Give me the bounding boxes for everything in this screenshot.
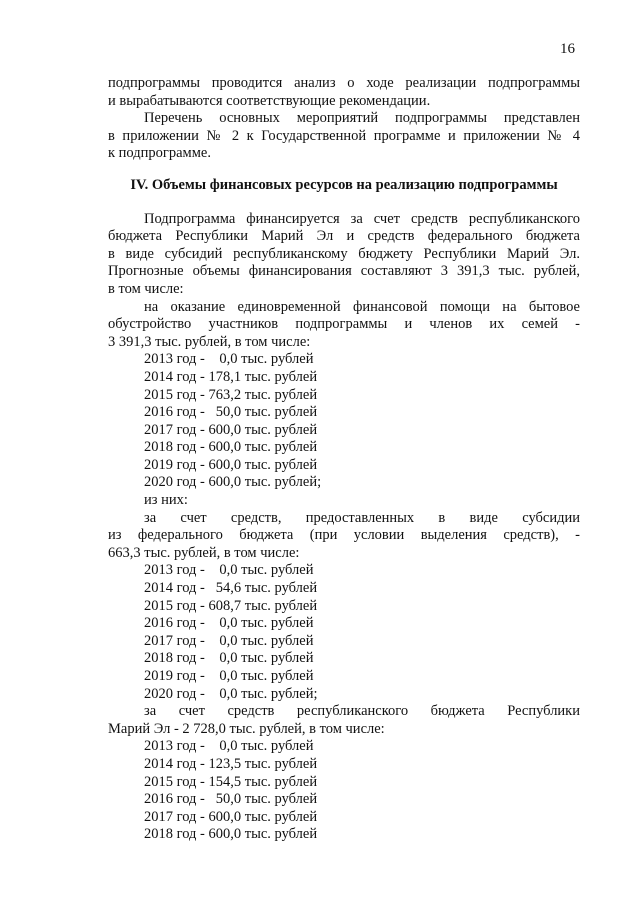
list-item: 2015 год - 763,2 тыс. рублей [144,386,318,403]
list-item: 2016 год - 50,0 тыс. рублей [144,791,318,808]
paragraph-intro [108,211,580,299]
section-heading: IV. Объемы финансовых ресурсов на реализацию подпрограммы [130,176,558,193]
year-list [108,351,580,492]
text-line: в виде субсидий республиканскому бюджету Республики Марий Эл. [108,245,580,262]
text-line: в том числе: [108,280,184,297]
document-body [108,75,580,844]
paragraph-measures [108,110,580,163]
text-line: на оказание единовременной финансовой помощи на бытовое [144,298,580,315]
list-item: 2020 год - 0,0 тыс. рублей; [144,685,318,702]
text-line: за счет средств республиканского бюджета Республики [144,703,580,720]
list-item: 2014 год - 123,5 тыс. рублей [144,755,318,772]
funding-block-federal [108,510,580,704]
list-item: 2013 год - 0,0 тыс. рублей [144,738,314,755]
funding-block-republican [108,703,580,844]
text-line: Марий Эл - 2 728,0 тыс. рублей, в том числе: [108,720,385,737]
list-item: 2018 год - 600,0 тыс. рублей [144,826,318,843]
text-line: за счет средств, предоставленных в виде субсидии [144,509,580,526]
list-item: 2014 год - 54,6 тыс. рублей [144,580,318,597]
text-line: к подпрограмме. [108,145,211,162]
text-line: Прогнозные объемы финансирования составляют 3 391,3 тыс. рублей, [108,263,580,280]
list-item: 2013 год - 0,0 тыс. рублей [144,562,314,579]
year-list [108,738,580,844]
text-line: из федерального бюджета (при условии выделения средств), - [108,527,580,544]
list-item: 2015 год - 608,7 тыс. рублей [144,597,318,614]
text-line: Подпрограмма финансируется за счет средств республиканского [144,210,580,227]
list-item: 2016 год - 50,0 тыс. рублей [144,404,318,421]
text-line: и вырабатываются соответствующие рекомендации. [108,92,431,109]
list-item: 2015 год - 154,5 тыс. рублей [144,773,318,790]
list-item: 2020 год - 600,0 тыс. рублей; [144,474,322,491]
text-line: подпрограммы проводится анализ о ходе реализации подпрограммы [108,75,580,91]
text-line: из них: [144,492,188,509]
paragraph-continuation [108,75,580,110]
text-line: 663,3 тыс. рублей, в том числе: [108,544,300,561]
list-item: 2017 год - 0,0 тыс. рублей [144,632,314,649]
list-item: 2017 год - 600,0 тыс. рублей [144,421,318,438]
list-item: 2013 год - 0,0 тыс. рублей [144,351,314,368]
list-item: 2014 год - 178,1 тыс. рублей [144,368,318,385]
list-item: 2018 год - 600,0 тыс. рублей [144,439,318,456]
text-line: Перечень основных мероприятий подпрограммы представлен [144,110,580,127]
text-line: в приложении № 2 к Государственной программе и приложении № 4 [108,127,580,144]
list-item: 2019 год - 0,0 тыс. рублей [144,668,314,684]
text-line: бюджета Республики Марий Эл и средств федерального бюджета [108,228,580,245]
list-item: 2017 год - 600,0 тыс. рублей [144,808,318,825]
list-item: 2016 год - 0,0 тыс. рублей [144,615,314,632]
page-number: 16 [560,41,575,57]
list-item: 2019 год - 600,0 тыс. рублей [144,456,318,473]
funding-block-total [108,299,580,510]
list-item: 2018 год - 0,0 тыс. рублей [144,650,314,667]
year-list [108,562,580,703]
text-line: обустройство участников подпрограммы и членов их семей - [108,316,580,333]
text-line: 3 391,3 тыс. рублей, в том числе: [108,333,311,350]
